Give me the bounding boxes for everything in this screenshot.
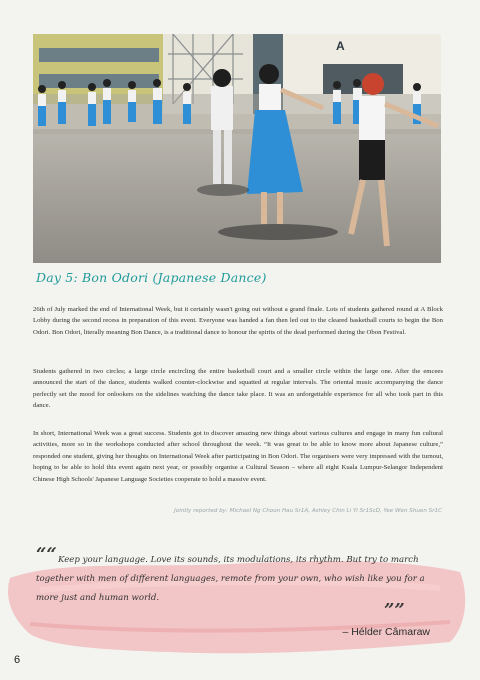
paragraph-finale: 26th of July marked the end of International Week, but it certainly wasn't going out without a grand finale. Lots of students gathered round at A Block Lobby during the second recess in preparation of this event. Everyone was handed a fan then led out to the cleared basketball courts to begin the Bon Odori. Bon Odori, literally meaning Bon Dance, is a traditional dance to honour the spirits of the dead performed during the Obon Festival.	[33, 306, 443, 336]
paragraph-circles: Students gathered in two circles; a large circle encircling the entire basketball court and a smaller circle within the large one. After the emcees announced the start of the dance, students walked counter-clockwise and squatted at regular intervals. The oriental music accompanying the dance perfectly set the mood for onlookers on the sidelines watching the dance take place. It was an unforgettable experience for all who took part in this dance.	[33, 368, 443, 410]
building-sign-a: A	[336, 39, 345, 53]
section-heading: Day 5: Bon Odori (Japanese Dance)	[36, 270, 267, 285]
photo-bon-odori-dance	[33, 34, 441, 263]
quote-text: Keep your language. Love its sounds, its modulations, its rhythm. But try to march together with men of different languages, remote from your own, who wish like you for a more just and human world.	[36, 555, 425, 603]
quote-author: – Hélder Câmaraw	[342, 626, 430, 638]
quote-block	[0, 538, 480, 670]
photo-illustration	[33, 34, 441, 263]
open-quote-mark: ““	[36, 544, 57, 565]
reporter-credit: Jointly reported by: Michael Ng Choon Hau Sr1A, Ashley Chin Li Yi Sr1ScD, Yee Wen Shuen Sr1C	[174, 508, 442, 514]
paragraph-summary: In short, International Week was a great success. Students got to discover amazing new things about various cultures and engage in many fun cultural activities, more so in the workshops conducted after school throughout the week. “It was great to be able to know more about Japanese culture,” responded one student, giving her thoughts on International Week after participating in Bon Odori. The organisers were very impressed with the turnout, hoping to be able to hold this event again next year, or possibly organise a Cultural Season – where all eight Kuala Lumpur-Selangor Independent Chinese High Schools' Japanese Language Societies cooperate to hold a massive event.	[33, 430, 443, 483]
close-quote-mark: ””	[384, 600, 405, 621]
page-number: 6	[14, 654, 21, 666]
